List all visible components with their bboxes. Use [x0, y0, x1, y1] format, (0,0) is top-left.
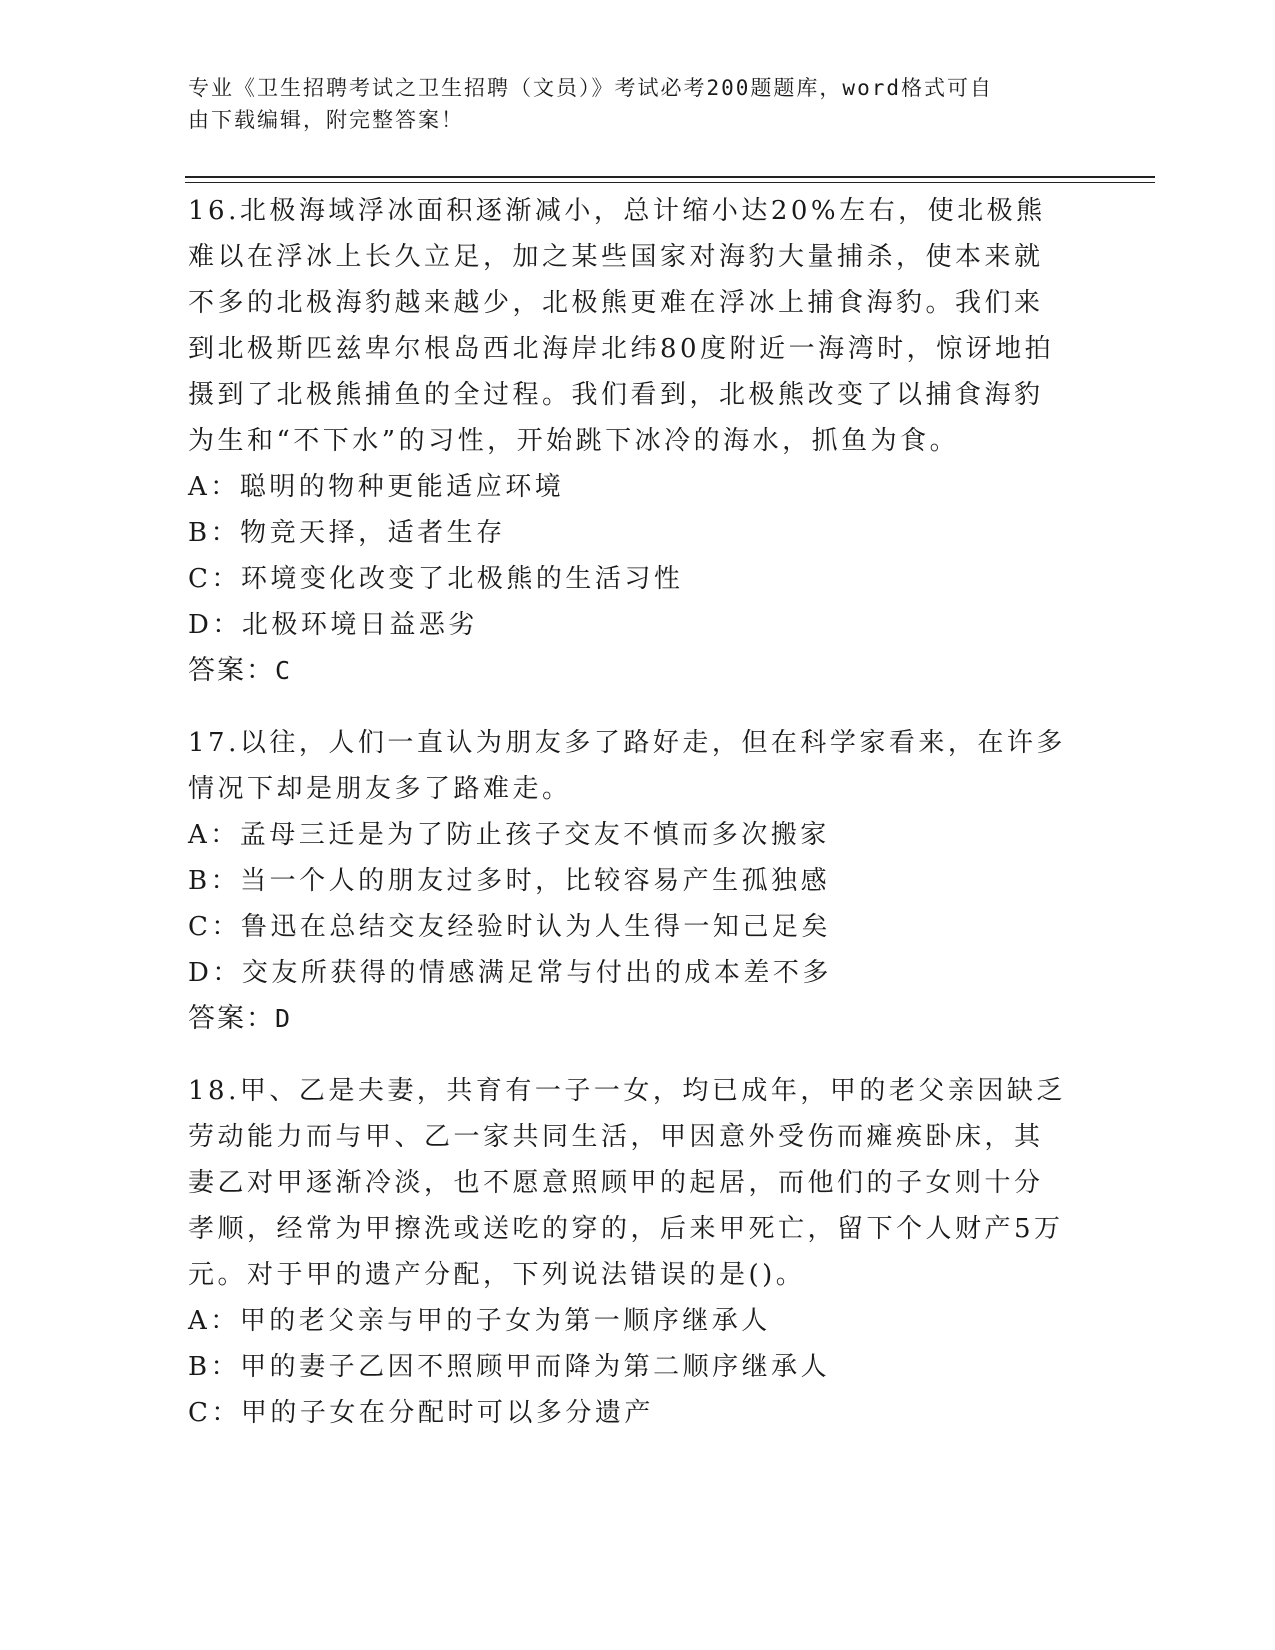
option-a: A：聪明的物种更能适应环境	[188, 472, 565, 502]
question-stem: 16.北极海域浮冰面积逐渐减小，总计缩小达20%左右，使北极熊难以在浮冰上长久立足，加之某些国家对海豹大量捕杀，使本来就不多的北极海豹越来越少，北极熊更难在浮冰上捕食海豹。我们来到北极斯匹兹卑尔根岛西北海岸北纬80度附近一海湾时，惊讶地拍摄到了北极熊捕鱼的全过程。我们看到，北极熊改变了以捕食海豹为生和“不下水”的习性，开始跳下冰冷的海水，抓鱼为食。	[188, 196, 1055, 456]
option-b: B：甲的妻子乙因不照顾甲而降为第二顺序继承人	[188, 1352, 831, 1382]
answer-line	[188, 996, 1068, 1042]
option-c: C：甲的子女在分配时可以多分遗产	[188, 1398, 654, 1428]
answer-label: 答案：	[188, 655, 275, 686]
header-divider-thin	[185, 182, 1155, 183]
option-a: A：孟母三迁是为了防止孩子交友不慎而多次搬家	[188, 820, 830, 850]
question-17	[188, 720, 1068, 1042]
header-title-line-2: 由下载编辑，附完整答案！	[188, 108, 464, 132]
question-16	[188, 188, 1068, 694]
option-b: B：当一个人的朋友过多时，比较容易产生孤独感	[188, 866, 831, 896]
question-stem: 18.甲、乙是夫妻，共育有一子一女，均已成年，甲的老父亲因缺乏劳动能力而与甲、乙一家共同生活，甲因意外受伤而瘫痪卧床，其妻乙对甲逐渐冷淡，也不愿意照顾甲的起居，而他们的子女则十分孝顺，经常为甲擦洗或送吃的穿的，后来甲死亡，留下个人财产5万元。对于甲的遗产分配，下列说法错误的是()。	[188, 1076, 1066, 1290]
document-header	[188, 72, 1068, 136]
option-d: D：交友所获得的情感满足常与付出的成本差不多	[188, 958, 832, 988]
question-list	[188, 188, 1068, 1462]
answer-line	[188, 648, 1068, 694]
answer-label: 答案：	[188, 1003, 275, 1034]
option-d: D：北极环境日益恶劣	[188, 610, 478, 640]
answer-value: D	[275, 1004, 293, 1033]
option-a: A：甲的老父亲与甲的子女为第一顺序继承人	[188, 1306, 771, 1336]
question-18	[188, 1068, 1068, 1436]
header-divider-thick	[185, 176, 1155, 178]
option-c: C：环境变化改变了北极熊的生活习性	[188, 564, 684, 594]
answer-value: C	[275, 656, 293, 685]
option-c: C：鲁迅在总结交友经验时认为人生得一知己足矣	[188, 912, 831, 942]
option-b: B：物竞天择，适者生存	[188, 518, 506, 548]
question-stem: 17.以往，人们一直认为朋友多了路好走，但在科学家看来，在许多情况下却是朋友多了路难走。	[188, 728, 1066, 804]
header-title-line-1: 专业《卫生招聘考试之卫生招聘（文员）》考试必考200题题库，word格式可自	[188, 76, 993, 100]
